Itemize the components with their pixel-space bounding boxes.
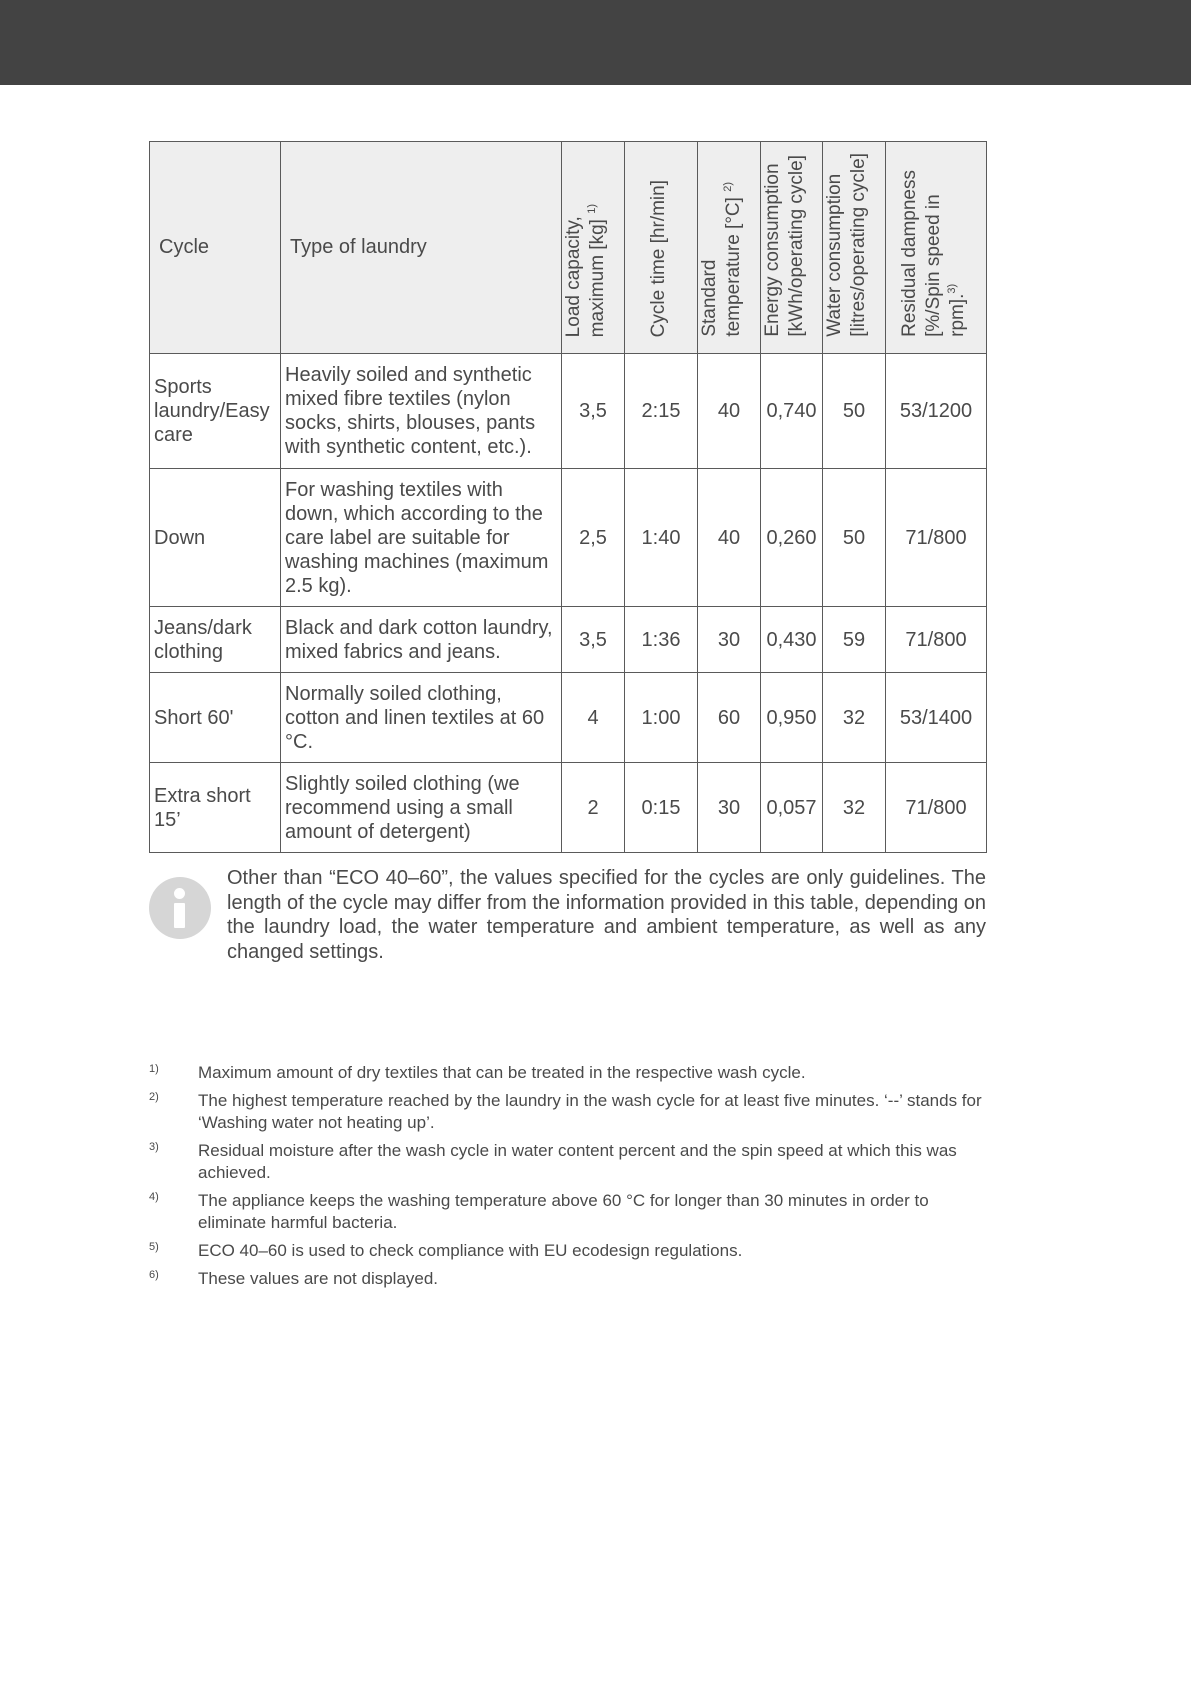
- cell-energy: 0,950: [761, 673, 823, 763]
- table-row: [150, 354, 987, 469]
- footnote-text: These values are not displayed.: [198, 1269, 439, 1288]
- cell-energy: 0,430: [761, 607, 823, 673]
- footnotes: [149, 1062, 986, 1296]
- cell-time: 1:00: [625, 673, 698, 763]
- footnote-mark: 4): [149, 1191, 159, 1203]
- header-water-consumption: Water consumption [litres/operating cycle]: [823, 142, 886, 354]
- cell-cycle: Extra short 15’: [150, 763, 281, 853]
- footnote-mark: 2): [149, 1091, 159, 1103]
- table-header-row: [150, 142, 987, 354]
- cell-temp: 60: [698, 673, 761, 763]
- table-row: [150, 763, 987, 853]
- footnote: [149, 1240, 986, 1262]
- table-row: [150, 607, 987, 673]
- footnote-text: The appliance keeps the washing temperature above 60 °C for longer than 30 minutes in order to eliminate harmful bacteria.: [198, 1191, 929, 1232]
- cell-energy: 0,260: [761, 469, 823, 607]
- cell-temp: 40: [698, 469, 761, 607]
- cell-energy: 0,740: [761, 354, 823, 469]
- info-icon: [149, 877, 211, 939]
- cell-type: Normally soiled clothing, cotton and linen textiles at 60 °C.: [281, 673, 562, 763]
- footnote: [149, 1190, 986, 1234]
- footnote-mark: 1): [149, 1063, 159, 1075]
- info-note: Other than “ECO 40–60”, the values specified for the cycles are only guidelines. The length of the cycle may differ from the information provided in this table, depending on the laundry load, the water temperature and ambient temperature, as well as any changed settings.: [227, 867, 986, 963]
- cell-cycle: Sports laundry/Easy care: [150, 354, 281, 469]
- cell-type: For washing textiles with down, which according to the care label are suitable for washing machines (maximum 2.5 kg).: [281, 469, 562, 607]
- cell-cycle: Down: [150, 469, 281, 607]
- cell-type: Slightly soiled clothing (we recommend using a small amount of detergent): [281, 763, 562, 853]
- header-residual-dampness: Residual dampness [%/Spin speed in rpm].$^{3)}$: [886, 142, 987, 354]
- cell-temp: 30: [698, 763, 761, 853]
- footnote-text: Maximum amount of dry textiles that can be treated in the respective wash cycle.: [198, 1063, 806, 1082]
- cell-load: 2,5: [562, 469, 625, 607]
- table-row: [150, 469, 987, 607]
- header-type: Type of laundry: [281, 142, 562, 354]
- cell-cycle: Jeans/dark clothing: [150, 607, 281, 673]
- footnote: [149, 1268, 986, 1290]
- cell-water: 32: [823, 673, 886, 763]
- cell-type: Black and dark cotton laundry, mixed fabrics and jeans.: [281, 607, 562, 673]
- info-icon-stem: [174, 903, 185, 928]
- cell-time: 1:36: [625, 607, 698, 673]
- footnote-mark: 6): [149, 1269, 159, 1281]
- cell-time: 0:15: [625, 763, 698, 853]
- cell-temp: 30: [698, 607, 761, 673]
- header-cycle: Cycle: [150, 142, 281, 354]
- cell-damp: 53/1200: [886, 354, 987, 469]
- cell-load: 4: [562, 673, 625, 763]
- table-row: [150, 673, 987, 763]
- header-cycle-time: Cycle time [hr/min]: [625, 142, 698, 354]
- footnote-text: The highest temperature reached by the laundry in the wash cycle for at least five minutes. ‘--’ stands for ‘Washing water not heating up’.: [198, 1091, 982, 1132]
- footnote-mark: 5): [149, 1241, 159, 1253]
- cell-damp: 71/800: [886, 607, 987, 673]
- cell-cycle: Short 60': [150, 673, 281, 763]
- cell-damp: 53/1400: [886, 673, 987, 763]
- top-header-bar: [0, 0, 1191, 85]
- cell-type: Heavily soiled and synthetic mixed fibre textiles (nylon socks, shirts, blouses, pants with synthetic content, etc.).: [281, 354, 562, 469]
- cell-temp: 40: [698, 354, 761, 469]
- info-icon-dot: [174, 888, 185, 899]
- cell-water: 32: [823, 763, 886, 853]
- cell-damp: 71/800: [886, 763, 987, 853]
- cell-load: 2: [562, 763, 625, 853]
- footnote-text: Residual moisture after the wash cycle in water content percent and the spin speed at which this was achieved.: [198, 1141, 957, 1182]
- footnote: [149, 1090, 986, 1134]
- header-standard-temperature: Standard temperature [°C] $^{2)}$: [698, 142, 761, 354]
- footnote: [149, 1062, 986, 1084]
- cell-water: 50: [823, 354, 886, 469]
- cell-load: 3,5: [562, 354, 625, 469]
- footnote-mark: 3): [149, 1141, 159, 1153]
- footnote-text: ECO 40–60 is used to check compliance with EU ecodesign regulations.: [198, 1241, 743, 1260]
- cell-energy: 0,057: [761, 763, 823, 853]
- footnote: [149, 1140, 986, 1184]
- cell-water: 59: [823, 607, 886, 673]
- cell-water: 50: [823, 469, 886, 607]
- header-energy-consumption: Energy consumption [kWh/operating cycle]: [761, 142, 823, 354]
- cell-damp: 71/800: [886, 469, 987, 607]
- cell-load: 3,5: [562, 607, 625, 673]
- cell-time: 2:15: [625, 354, 698, 469]
- header-load-capacity: Load capacity, maximum [kg] $^{1)}$: [562, 142, 625, 354]
- wash-cycle-table: [149, 141, 987, 853]
- cell-time: 1:40: [625, 469, 698, 607]
